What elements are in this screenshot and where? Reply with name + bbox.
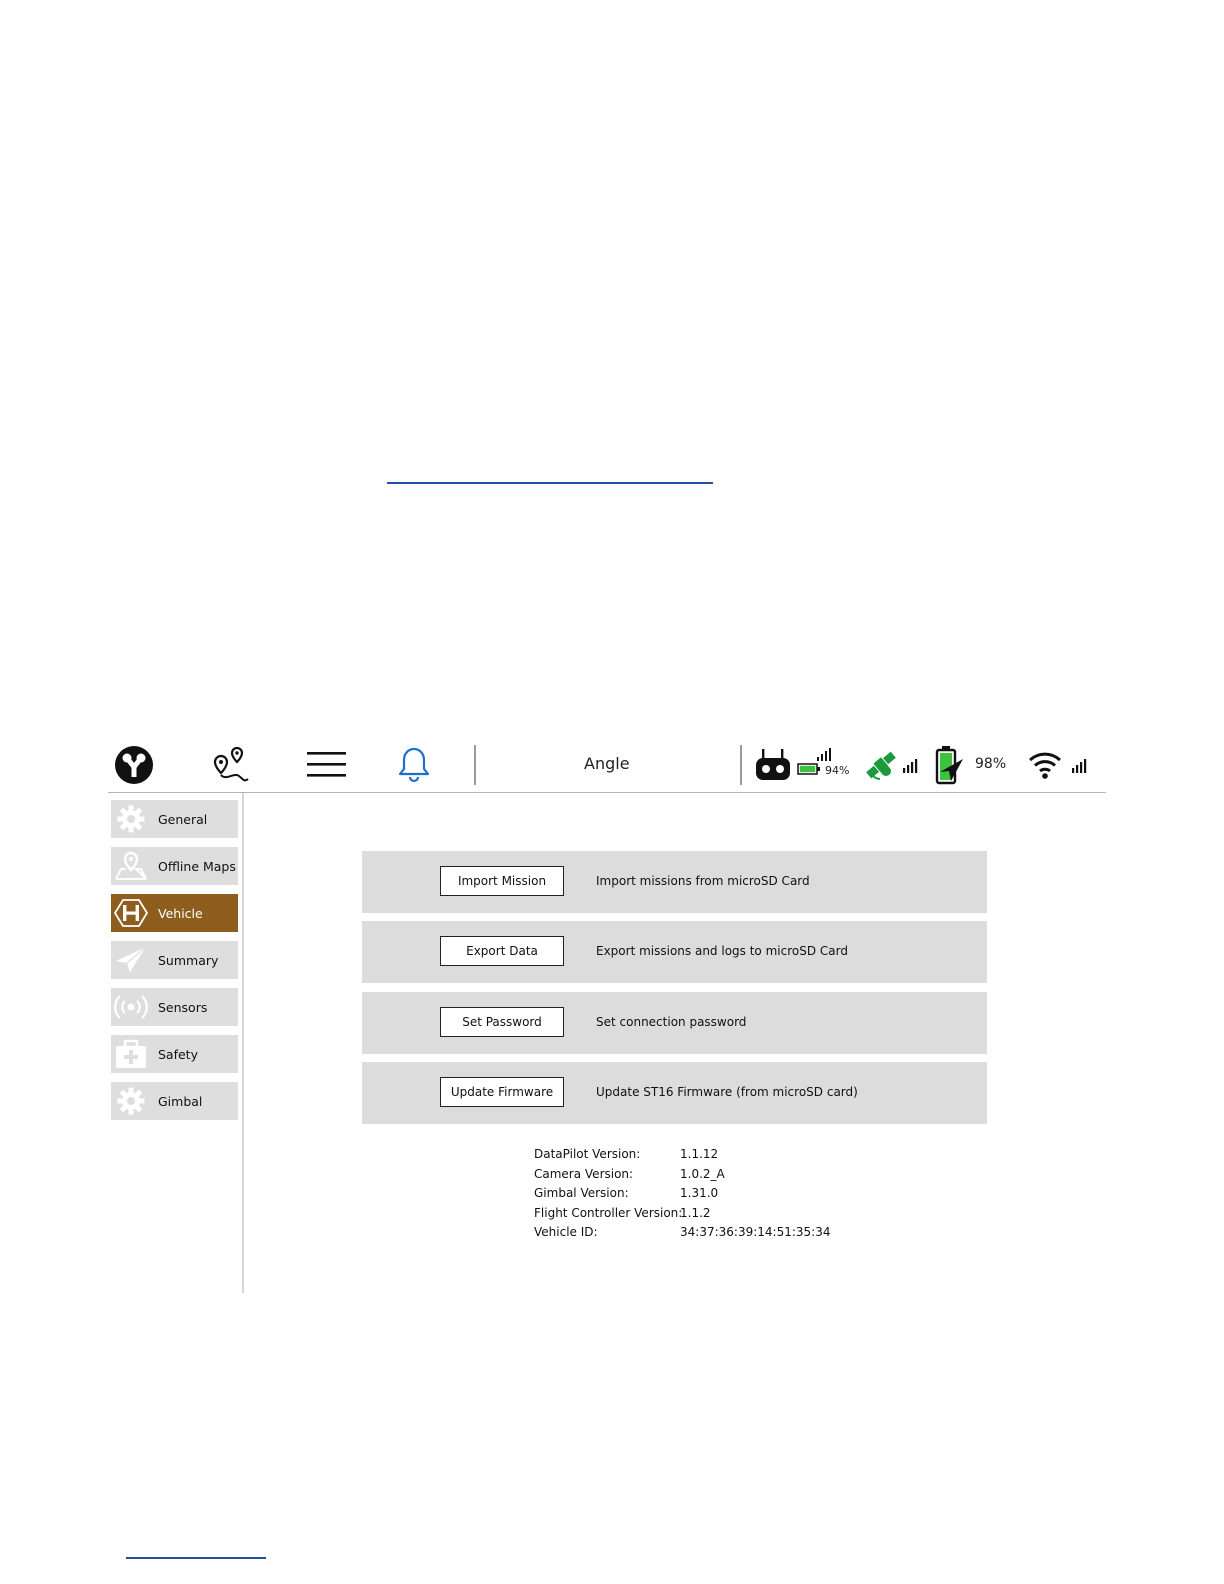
sidebar-item-gimbal[interactable] <box>111 1082 238 1120</box>
import-mission-row <box>362 851 987 913</box>
drone-battery-icon <box>934 745 964 785</box>
sidebar-item-label: Summary <box>158 952 219 968</box>
wifi-icon <box>1028 750 1062 780</box>
sidebar-item-sensors[interactable] <box>111 988 238 1026</box>
import-mission-button[interactable]: Import Mission <box>440 866 564 896</box>
satellite-gps-icon <box>863 747 899 783</box>
sidebar-item-label: General <box>158 811 208 827</box>
version-value: 1.1.12 <box>680 1147 719 1161</box>
gps-signal-icon <box>902 757 920 773</box>
sensor-waves-icon <box>111 988 151 1026</box>
hexagon-h-icon <box>111 894 151 932</box>
controller-battery-percent: 94% <box>825 764 850 777</box>
sidebar-item-vehicle[interactable] <box>111 894 238 932</box>
app-window <box>108 740 1106 1295</box>
topbar-divider-right <box>740 745 742 785</box>
drone-battery-percent: 98% <box>975 756 1007 772</box>
sidebar-item-label: Sensors <box>158 999 208 1015</box>
gear-icon <box>111 1082 151 1120</box>
hamburger-menu-icon[interactable] <box>306 748 348 782</box>
remote-controller-icon <box>754 748 792 782</box>
sidebar-item-label: Gimbal <box>158 1093 203 1109</box>
version-value: 34:37:36:39:14:51:35:34 <box>680 1225 831 1240</box>
map-pin-icon <box>111 847 151 885</box>
flight-mode-label[interactable]: Angle <box>584 754 630 773</box>
export-data-button[interactable]: Export Data <box>440 936 564 966</box>
top-bar <box>108 740 1106 793</box>
controller-signal-icon <box>816 747 832 761</box>
sidebar-item-safety[interactable] <box>111 1035 238 1073</box>
settings-sidebar <box>108 793 244 1293</box>
yuneec-logo-icon[interactable] <box>114 745 154 785</box>
version-key: Camera Version: <box>534 1166 634 1181</box>
update-firmware-row <box>362 1062 987 1124</box>
route-map-pin-icon[interactable] <box>210 746 252 784</box>
import-mission-description: Import missions from microSD Card <box>596 874 810 888</box>
sidebar-item-general[interactable] <box>111 800 238 838</box>
sidebar-item-label: Offline Maps <box>158 858 236 874</box>
export-data-description: Export missions and logs to microSD Card <box>596 944 848 958</box>
version-value: 1.1.2 <box>680 1205 711 1220</box>
set-password-button[interactable]: Set Password <box>440 1007 564 1037</box>
sidebar-item-label: Vehicle <box>158 905 203 921</box>
set-password-row <box>362 992 987 1054</box>
document-footer-link-underline[interactable] <box>126 1557 266 1559</box>
version-key: Vehicle ID: <box>534 1225 598 1240</box>
sidebar-item-summary[interactable] <box>111 941 238 979</box>
wifi-signal-icon <box>1071 757 1089 773</box>
sidebar-item-label: Safety <box>158 1046 198 1062</box>
version-value: 1.0.2_A <box>680 1166 725 1181</box>
set-password-description: Set connection password <box>596 1015 747 1029</box>
export-data-row <box>362 921 987 983</box>
update-firmware-button[interactable]: Update Firmware <box>440 1077 564 1107</box>
topbar-divider-left <box>474 745 476 785</box>
bell-icon[interactable] <box>396 746 432 784</box>
controller-battery-icon <box>797 762 821 776</box>
version-value: 1.31.0 <box>680 1186 719 1201</box>
document-link-underline[interactable] <box>387 482 713 484</box>
update-firmware-description: Update ST16 Firmware (from microSD card) <box>596 1085 858 1099</box>
version-key: Flight Controller Version: <box>534 1205 683 1220</box>
first-aid-kit-icon <box>111 1035 151 1073</box>
sidebar-item-offline-maps[interactable] <box>111 847 238 885</box>
version-key: DataPilot Version: <box>534 1147 641 1161</box>
paper-plane-icon <box>111 941 151 979</box>
version-key: Gimbal Version: <box>534 1186 629 1201</box>
gear-icon <box>111 800 151 838</box>
